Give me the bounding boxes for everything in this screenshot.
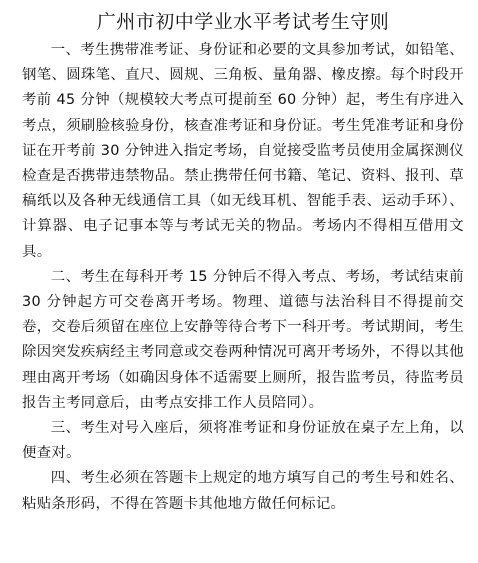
rule-paragraph-1: 一、考生携带准考证、身份证和必要的文具参加考试，如铅笔、钢笔、圆珠笔、直尺、圆规、三角板、量角器、橡皮擦。每个时段开考前 45 分钟（规模较大考点可提前至 60 分钟）起，考生有序进入考点，须刷脸核验身份，核查准考证和身份证。考生凭准考证和身份证在开考前 30 分钟进入指定考场，自觉接受监考员使用金属探测仪检查是否携带违禁物品。禁止携带任何书籍、笔记、资料、报刊、草稿纸以及各种无线通信工具（如无线耳机、智能手表、运动手环）、计算器、电子记事本等与考试无关的物品。考场内不得相互借用文具。 — [22, 42, 464, 260]
document-title: 广州市初中学业水平考试考生守则 — [96, 11, 390, 33]
rule-paragraph-4: 四、考生必须在答题卡上规定的地方填写自己的考生号和姓名、粘贴条形码，不得在答题卡其他地方做任何标记。 — [22, 470, 464, 512]
document-body — [22, 38, 464, 517]
rule-paragraph-3: 三、考生对号入座后，须将准考证和身份证放在桌子左上角，以便查对。 — [22, 420, 464, 462]
rule-paragraph-2: 二、考生在每科开考 15 分钟后不得入考点、考场，考试结束前 30 分钟起方可交卷离开考场。物理、道德与法治科目不得提前交卷，交卷后须留在座位上安静等待合考下一科开考。考试期间，考生除因突发疾病经主考同意或交卷两种情况可离开考场外，不得以其他理由离开考场（如确因身体不适需要上厕所，报告监考员，待监考员报告主考同意后，由考点安排工作人员陪同）。 — [22, 268, 464, 411]
